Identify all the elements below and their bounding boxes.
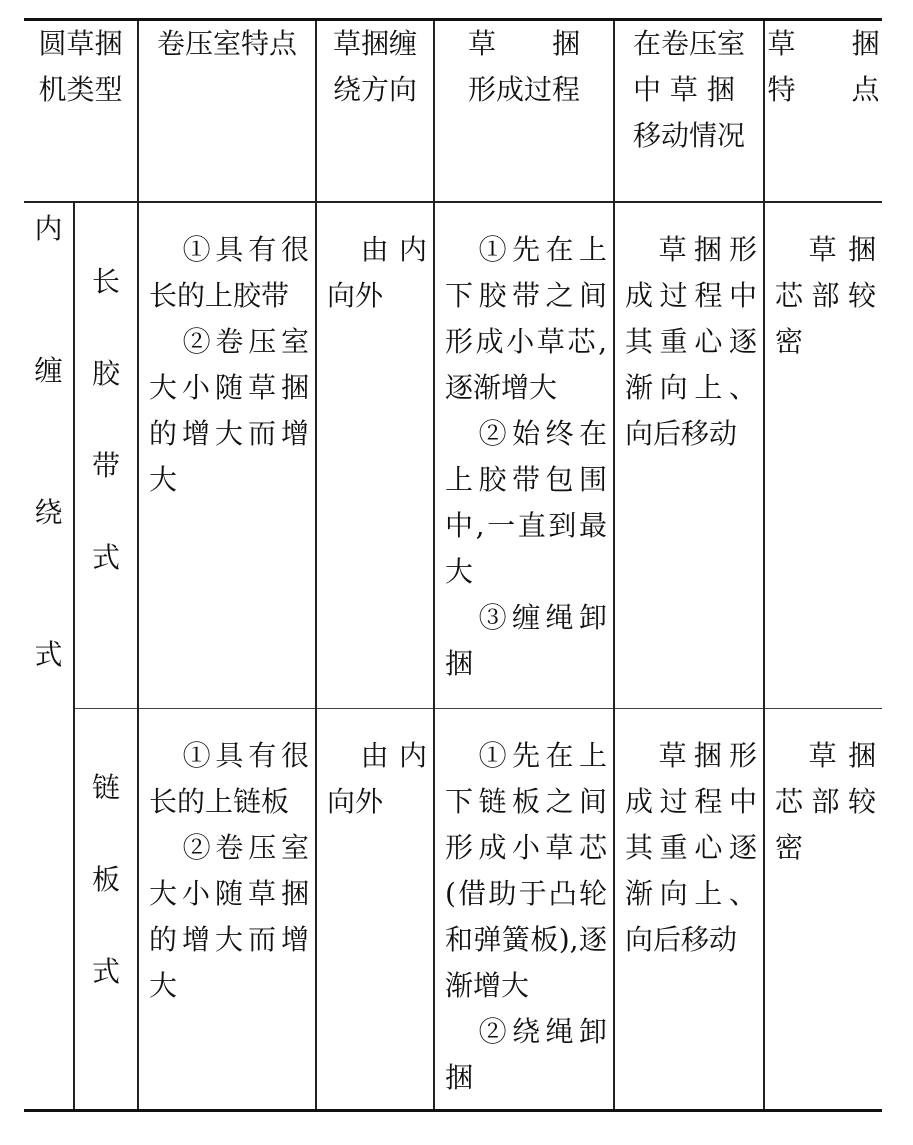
header-formation-process: 草 捆 形成过程 — [434, 20, 614, 203]
subtype-chain-plate: 链 板 式 — [74, 709, 138, 1111]
wind-direction-cell: 由内向外 — [316, 709, 434, 1111]
chamber-features-cell: ①具有很长的上链板 ②卷压室大小随草捆的增大而增大 — [138, 709, 316, 1111]
header-row — [24, 20, 882, 203]
header-bale-movement: 在卷压室 中 草 捆 移动情况 — [614, 20, 764, 203]
formation-process-cell: ①先在上下胶带之间形成小草芯,逐渐增大 ②始终在上胶带包围中,一直到最大 ③缠绳卸捆 — [434, 202, 614, 709]
bale-movement-cell: 草捆形成过程中其重心逐渐向上、向后移动 — [614, 202, 764, 709]
group-label-inner-winding: 内 缠 绕 式 — [24, 202, 74, 1111]
bale-features-cell: 草捆芯部较密 — [764, 202, 882, 709]
header-wind-direction: 草捆缠 绕方向 — [316, 20, 434, 203]
wind-direction-cell: 由内向外 — [316, 202, 434, 709]
header-chamber-features: 卷压室特点 — [138, 20, 316, 203]
bale-movement-cell: 草捆形成过程中其重心逐渐向上、向后移动 — [614, 709, 764, 1111]
chamber-features-cell: ①具有很长的上胶带 ②卷压室大小随草捆的增大而增大 — [138, 202, 316, 709]
formation-process-cell: ①先在上下链板之间形成小草芯(借助于凸轮和弹簧板),逐渐增大 ②绕绳卸捆 — [434, 709, 614, 1111]
header-baler-type: 圆草捆 机类型 — [24, 20, 138, 203]
subtype-rubber-belt: 长 胶 带 式 — [74, 202, 138, 709]
table-row — [24, 202, 882, 709]
baler-comparison-table — [24, 18, 882, 1112]
table-row — [24, 709, 882, 1111]
header-bale-features: 草 捆 特 点 — [764, 20, 882, 203]
bale-features-cell: 草捆芯部较密 — [764, 709, 882, 1111]
